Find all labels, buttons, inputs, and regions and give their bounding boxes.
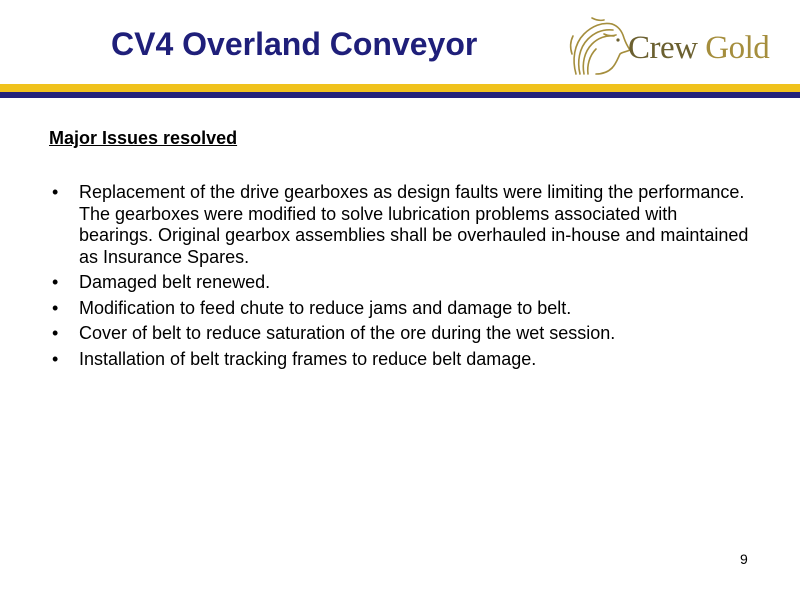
bullet-dot: • <box>52 272 59 292</box>
bullet-dot: • <box>52 182 59 202</box>
bullet-item <box>49 298 749 320</box>
logo-word-crew: Crew <box>628 30 698 66</box>
bullet-text: Cover of belt to reduce saturation of the ore during the wet session. <box>79 323 616 343</box>
bullet-dot: • <box>52 323 59 343</box>
section-heading: Major Issues resolved <box>49 128 238 148</box>
header-band-navy <box>0 92 800 98</box>
logo-word-gold: Gold <box>705 30 770 66</box>
bullet-text: Replacement of the drive gearboxes as design faults were limiting the performance. The gearboxes were modified to solve lubrication problems associated with bearings. Original gearbox assemblies shall be overhauled in-house and maintained as Insurance Spares. <box>79 182 749 267</box>
bullet-dot: • <box>52 297 59 318</box>
slide-body <box>49 126 749 374</box>
bullet-item <box>49 323 749 345</box>
bullet-dot: • <box>52 348 59 369</box>
bullet-item <box>49 182 749 268</box>
slide-title: CV4 Overland Conveyor <box>111 26 478 62</box>
bullet-item <box>49 349 749 371</box>
bullet-text: Modification to feed chute to reduce jams and damage to belt. <box>79 297 572 318</box>
page-number: 9 <box>740 551 748 567</box>
company-logo <box>566 14 781 82</box>
header-band-gold <box>0 84 800 92</box>
bullet-item <box>49 272 749 294</box>
lion-head-icon <box>566 14 632 80</box>
bullet-list <box>49 182 749 370</box>
logo-wordmark <box>628 26 769 70</box>
bullet-text: Installation of belt tracking frames to reduce belt damage. <box>79 348 537 369</box>
bullet-text: Damaged belt renewed. <box>79 272 271 292</box>
